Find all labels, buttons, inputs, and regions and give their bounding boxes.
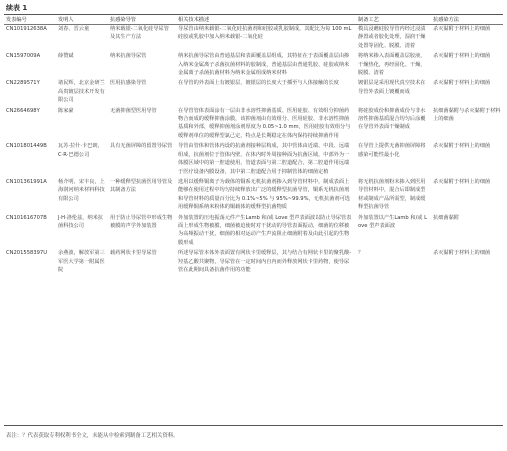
cell-id: CN201558397U	[6, 250, 48, 257]
cell-id: CN2289571Y	[6, 80, 40, 87]
table-row	[4, 106, 503, 142]
cell-id: CN1597009A	[6, 53, 41, 60]
cell-process: 镀银层是采用现代真空技术在导管外表面上镀覆而成	[358, 80, 426, 95]
table-row	[4, 177, 503, 213]
cell-method: 抗细菌黏附	[433, 214, 459, 221]
cell-catheter: 用于防止导尿管中形成生物被膜的声学外加装置	[110, 214, 173, 229]
table-caption: 续表 1	[6, 4, 28, 12]
cell-inventor: 瓦苏·拉什·卡巴朗，C·R·巴德公司	[58, 143, 103, 158]
table-row	[4, 213, 503, 249]
cell-tech: 纳米抗菌导尿管由普通基层和表面覆盖层组成，其特征在于表面覆盖层由掺入纳米金属离子杀菌抗菌材料的胶制成，普通基层由普通乳胶、硅胶或纳米金属离子杀菌抗菌材料为纳米金属组成纳米材料	[178, 53, 350, 77]
cell-catheter: 具有无菌屏障的留置导尿管	[110, 143, 173, 150]
cell-process: 将纳米掺入表面覆盖层胶液，干燥热化，再经固化、干燥、脱膜、清着	[358, 53, 426, 77]
table-row	[4, 78, 503, 105]
table-bottom-rule	[4, 425, 503, 426]
cell-inventor: 薛赞斌	[58, 53, 74, 60]
cell-inventor: 杨介明，宋丰良，上海润河纳米材料科技有限公司	[58, 178, 105, 202]
table-row	[4, 24, 503, 51]
cell-id: CN2664698Y	[6, 107, 40, 114]
cell-inventor: 余燕波，解放军第三军医大学第一附属医院	[58, 250, 105, 273]
cell-inventor: J·H·洛伦兹，纳米抗菌科技公司	[58, 214, 104, 229]
table-footnote: 表注：？代表获取专利权利书全文，未能从中检索到制备工艺相关资料。	[6, 433, 179, 439]
cell-tech: 导尿管由纳米载银-二氧化硅抗菌剂和硅胶或乳胶制成，其配比为每 100 mL 硅胶或乳胶中加入纳米载银-二氧化硅	[178, 26, 352, 41]
header-process: 制备工艺	[358, 17, 379, 23]
cell-inventor: 陈家豪	[58, 107, 74, 114]
cell-tech: 在导管管体表面涂有一层由非水溶性抑菌基质、医用硅胶、有效组分抑菌药物合而成的缓释抑菌涂膜，该抑菌剂由有效组分、医用硅胶、非水溶性抑菌基质和外部，缓释抑菌剂涂剂厚度为 0.05~1.0 mm，医用硅胶有效组分与缓释剂单位的缓释型氯己定，特点是长期稳定在体内保持持续抑菌作用	[178, 107, 351, 139]
cell-tech: 选用以缓释铜离子为载体的铜系无机抗菌剂掺入到导管材料中，制成表面上能够在使用过程中均匀持续释放出广泛的缓释型抗菌导管，铜系无机抗菌剂和导管材料的质量百分比为 0.1%~5% 与 95%~99.9%，无机抗菌剂可选用缓释铜系纳米粉体的铜载体的缓释型抗菌物质	[178, 178, 350, 211]
cell-catheter: 载药网状卡里导尿管	[110, 250, 157, 257]
cell-method: 杀灭黏附于材料上的细菌	[433, 250, 491, 257]
cell-method: 杀灭黏附于材料上的细菌	[433, 143, 491, 150]
cell-tech: 导管由管体和管体内设的抗菌剂接种层构成，其中管体由近端、中段、远端组成，抗菌剂位于管体内壁，在体内时外周接种面为抗菌区域，中部外为一体膜区域中的第一腔道使用，管道表面与第二腔道配合，第二腔道作用远端于医疗设备内膜设备，其中第二腔道配合用于抑制管体的细菌定植	[178, 143, 350, 175]
cell-process: 在导管上提供无菌抑菌屏障将感染可能性最小化	[358, 143, 426, 158]
cell-tech: 所述导尿管本体外表面置有网状卡里缓释层，其与结合有网状卡里的聚乳酸-羟基乙酸共聚物，导尿管在一定时间内自内而外释放网状卡里药物，使导尿管在此期间具备抗菌作用的功能	[178, 250, 352, 273]
table-header-row	[4, 15, 503, 24]
table-row	[4, 141, 503, 177]
cell-catheter: 纳米载银-二氧化硅导尿管及其生产方法	[110, 26, 169, 41]
cell-process: ？	[358, 250, 364, 257]
cell-inventor: 刘春、晋云童	[58, 26, 90, 32]
cell-method: 杀灭黏附于材料上的细菌	[433, 26, 491, 32]
cell-catheter: 无菌抑菌型医用导管	[110, 107, 157, 114]
cell-process: 将无机抗菌剂粉末掺入到医用导管材料中，混合后即制成型材或制成产品所需型，制成缓释型抗菌导管	[358, 178, 426, 211]
cell-process: 将硅胶成份和抑菌成份与非水溶性抑菌基质混合均匀后涂覆在导管外表面干燥制成	[358, 107, 426, 131]
cell-id: CN101616707B	[6, 214, 47, 221]
cell-method: 杀灭黏附于材料上的细菌	[433, 80, 491, 87]
header-method: 抗感染方法	[433, 17, 459, 23]
cell-method: 抗细菌黏附与杀灭黏附于材料上的细菌	[433, 107, 501, 123]
cell-method: 杀灭黏附于材料上的细菌	[433, 53, 491, 60]
cell-process: 外加装置以产生Lamb 和/或 Love 型声表面波	[358, 214, 428, 229]
cell-inventor: 诸民辉，北京金研兰高贵镀层技术开发有限公司	[58, 80, 105, 104]
header-catheter: 抗感染导管	[110, 17, 136, 23]
cell-tech: 外加装置的压电振荡元件产生Lamb 和/或 Love 型声表面波以防止导尿管表面上形成生物被膜，细菌被迫使时对干扰动的导管表面振动，细菌的位移被为高频振动干扰，细菌的相对运动产生声流阻止细菌附着及由此引起的生物膜形成	[178, 214, 352, 246]
table-row	[4, 51, 503, 78]
cell-tech: 在导管的外表面上有镀银层，镀银层的长度大于插至与人体接触的长度	[178, 80, 339, 87]
table-row	[4, 248, 503, 275]
patent-table	[4, 15, 503, 275]
header-tech: 相关技术描述	[178, 17, 210, 23]
header-inventor: 发明人	[58, 17, 74, 23]
cell-id: CN101361991A	[6, 178, 47, 185]
cell-id: CN101801449B	[6, 143, 47, 150]
cell-catheter: 一种缓释型抗菌医用导管及其制备方法	[110, 178, 173, 194]
cell-catheter: 纳米抗菌导尿管	[110, 53, 147, 60]
cell-method: 杀灭黏附于材料上的细菌	[433, 178, 491, 185]
cell-process: 模具浸蘸硅胶导管内经过浸渍静置或者胶化处理，湿润干燥处置等固化、脱膜、清着	[358, 26, 426, 49]
cell-catheter: 医用抗感染导管	[110, 80, 147, 87]
cell-id: CN101912638A	[6, 26, 47, 32]
header-id: 发表编号	[6, 17, 27, 23]
